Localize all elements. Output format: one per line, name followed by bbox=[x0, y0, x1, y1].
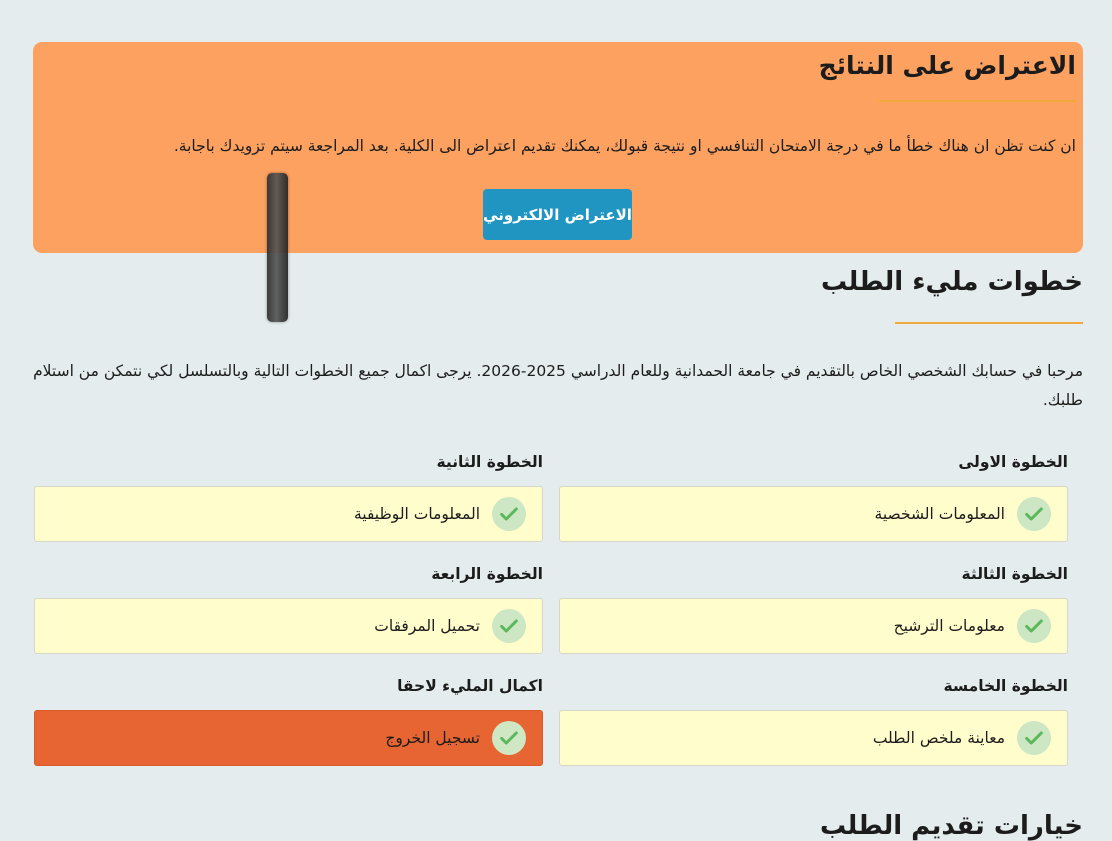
step-text: تحميل المرفقات bbox=[374, 617, 480, 635]
step-label: اكمال المليء لاحقا bbox=[397, 677, 543, 695]
step-4 bbox=[34, 563, 543, 654]
step-2 bbox=[34, 451, 543, 542]
step-1 bbox=[559, 451, 1068, 542]
electronic-objection-button[interactable]: الاعتراض الالكتروني bbox=[483, 189, 632, 240]
step-label: الخطوة الرابعة bbox=[431, 565, 543, 583]
dark-bar-artifact bbox=[267, 173, 288, 322]
objection-title: الاعتراض على النتائج bbox=[818, 51, 1076, 80]
step-preview-summary-link[interactable] bbox=[559, 710, 1068, 766]
steps-intro: مرحبا في حسابك الشخصي الخاص بالتقديم في جامعة الحمدانية وللعام الدراسي 2025-2026. يرجى اكمال جميع الخطوات التالية وبالتسلسل لكي نتمكن من استلام طلبك. bbox=[33, 362, 1083, 409]
submission-options-title: خيارات تقديم الطلب bbox=[819, 811, 1083, 841]
check-icon bbox=[492, 497, 526, 531]
step-nomination-info-link[interactable] bbox=[559, 598, 1068, 654]
check-icon bbox=[1017, 721, 1051, 755]
step-text: المعلومات الوظيفية bbox=[353, 505, 480, 523]
steps-divider bbox=[895, 322, 1083, 324]
step-label: الخطوة الثانية bbox=[436, 453, 543, 471]
step-label: الخطوة الثالثة bbox=[961, 565, 1068, 583]
check-icon bbox=[1017, 497, 1051, 531]
check-icon bbox=[492, 609, 526, 643]
check-icon bbox=[492, 721, 526, 755]
step-personal-info-link[interactable] bbox=[559, 486, 1068, 542]
logout-button[interactable] bbox=[34, 710, 543, 766]
step-job-info-link[interactable] bbox=[34, 486, 543, 542]
step-text: معلومات الترشيح bbox=[893, 617, 1005, 635]
step-finish-later bbox=[34, 675, 543, 766]
step-5 bbox=[559, 675, 1068, 766]
step-label: الخطوة الخامسة bbox=[943, 677, 1068, 695]
steps-title: خطوات مليء الطلب bbox=[821, 267, 1083, 297]
check-icon bbox=[1017, 609, 1051, 643]
step-text: المعلومات الشخصية bbox=[874, 505, 1005, 523]
step-label: الخطوة الاولى bbox=[958, 453, 1068, 471]
page bbox=[33, 42, 1083, 841]
step-text: معاينة ملخص الطلب bbox=[872, 729, 1005, 747]
step-text: تسجيل الخروج bbox=[385, 729, 480, 747]
objection-description: ان كنت تظن ان هناك خطأ ما في درجة الامتحان التنافسي او نتيجة قبولك، يمكنك تقديم اعتراض الى الكلية. بعد المراجعة سيتم تزويدك باجابة. bbox=[173, 137, 1076, 155]
step-upload-attachments-link[interactable] bbox=[34, 598, 543, 654]
objection-card bbox=[33, 42, 1083, 253]
step-3 bbox=[559, 563, 1068, 654]
objection-divider bbox=[878, 100, 1076, 102]
